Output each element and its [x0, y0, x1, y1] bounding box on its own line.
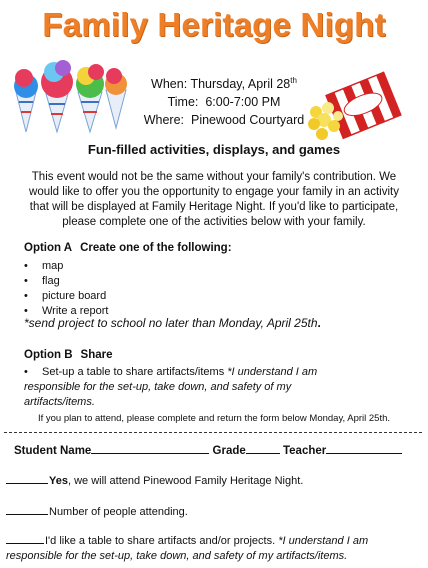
list-item: • Write a report	[24, 304, 108, 319]
teacher-field[interactable]	[326, 441, 402, 454]
student-name-field[interactable]	[91, 441, 209, 454]
event-subtitle: Fun-filled activities, displays, and games	[87, 142, 341, 157]
list-item: • picture board	[24, 289, 108, 304]
option-b-disclaimer: *I understand I am responsible for the set-up, take down, and safety of my artifacts/items.	[24, 366, 318, 408]
event-details	[138, 72, 310, 129]
intro-paragraph: This event would not be the same without your family's contribution. We would like to offer you the opportunity to engage your family in an activity that will be displayed at Family Heritage Night. If you'd like to participate, please complete one of the activities below with your family.	[29, 171, 399, 228]
event-when: When: Thursday, April 28th	[151, 76, 297, 92]
event-where: Where: Pinewood Courtyard	[143, 113, 305, 128]
teacher-label: Teacher	[282, 445, 327, 457]
snow-cone-illustration	[10, 58, 128, 134]
table-disclaimer: *I understand I am responsible for the set-up, take down, and safety of my artifacts/items.	[6, 535, 369, 562]
option-a-deadline: *send project to school no later than Monday, April 25th.	[24, 316, 321, 330]
attend-yes-line: Yes, we will attend Pinewood Family Heritage Night.	[6, 471, 416, 489]
list-item: • map	[24, 259, 108, 274]
option-b-heading: Option B Share	[24, 349, 113, 361]
grade-field[interactable]	[246, 441, 280, 454]
attend-note: If you plan to attend, please complete and return the form below Monday, April 25th.	[37, 413, 391, 424]
table-request-line: I'd like a table to share artifacts and/or projects. *I understand I am responsible for the set-up, take down, and safety of my artifacts/items.	[6, 531, 416, 564]
event-time: Time: 6:00-7:00 PM	[167, 95, 281, 110]
table-request-blank[interactable]	[6, 531, 44, 544]
people-count-line: Number of people attending.	[6, 502, 416, 520]
page-title: Family Heritage Night	[42, 6, 386, 43]
student-info-line	[14, 441, 422, 457]
popcorn-illustration	[304, 62, 414, 146]
people-count-blank[interactable]	[6, 502, 48, 515]
option-a-list	[24, 259, 108, 319]
option-a-heading: Option A Create one of the following:	[24, 242, 232, 254]
grade-label: Grade	[212, 445, 246, 457]
cut-line-divider	[4, 432, 422, 433]
attend-yes-blank[interactable]	[6, 471, 48, 484]
student-name-label: Student Name	[14, 445, 92, 457]
option-b-item: • Set-up a table to share artifacts/items *I understand I am responsible for the set-up, take down, and safety of my artifacts/items.	[24, 366, 318, 408]
list-item: • flag	[24, 274, 108, 289]
